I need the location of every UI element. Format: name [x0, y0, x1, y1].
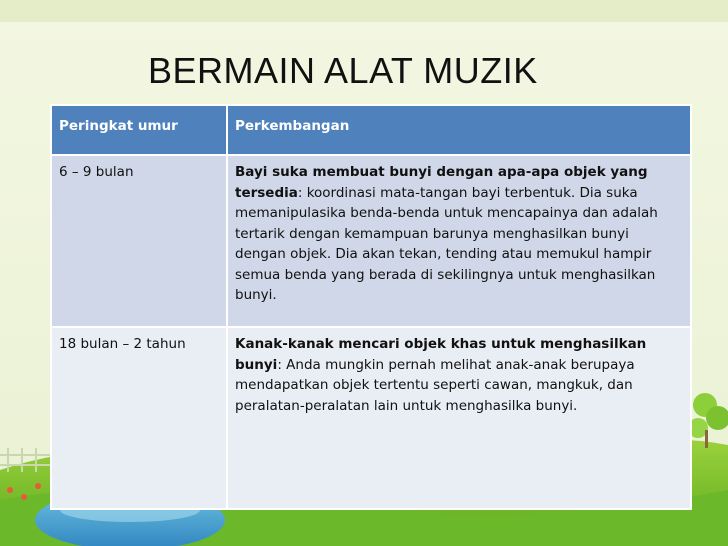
table-row — [51, 327, 691, 509]
slide-title: BERMAIN ALAT MUZIK — [148, 50, 538, 91]
development-text: : Anda mungkin pernah melihat anak-anak berupaya mendapatkan objek tertentu seperti cawan, mangkuk, dan peralatan-peralatan lain untuk menghasilka bunyi. — [235, 356, 635, 414]
table-row — [51, 155, 691, 327]
development-text: : koordinasi mata-tangan bayi terbentuk. Dia suka memanipulasika benda-benda untuk mencapainya dan adalah tertarik dengan kemampuan barunya menghasilkan bunyi dengan objek. Dia akan tekan, tending atau memukul hampir semua benda yang berada di sekilingnya untuk menghasilkan bunyi. — [235, 184, 658, 303]
development-bold-text: Bayi suka membuat bunyi dengan apa-apa objek yang tersedia — [235, 164, 648, 201]
development-table — [50, 104, 692, 510]
development-bold-text: Kanak-kanak mencari objek khas untuk menghasilkan bunyi — [235, 336, 647, 373]
development-cell — [227, 155, 691, 327]
age-cell: 18 bulan – 2 tahun — [51, 327, 227, 509]
table-header-row — [51, 105, 691, 155]
age-cell: 6 – 9 bulan — [51, 155, 227, 327]
column-header-development: Perkembangan — [227, 105, 691, 155]
column-header-age: Peringkat umur — [51, 105, 227, 155]
development-cell — [227, 327, 691, 509]
